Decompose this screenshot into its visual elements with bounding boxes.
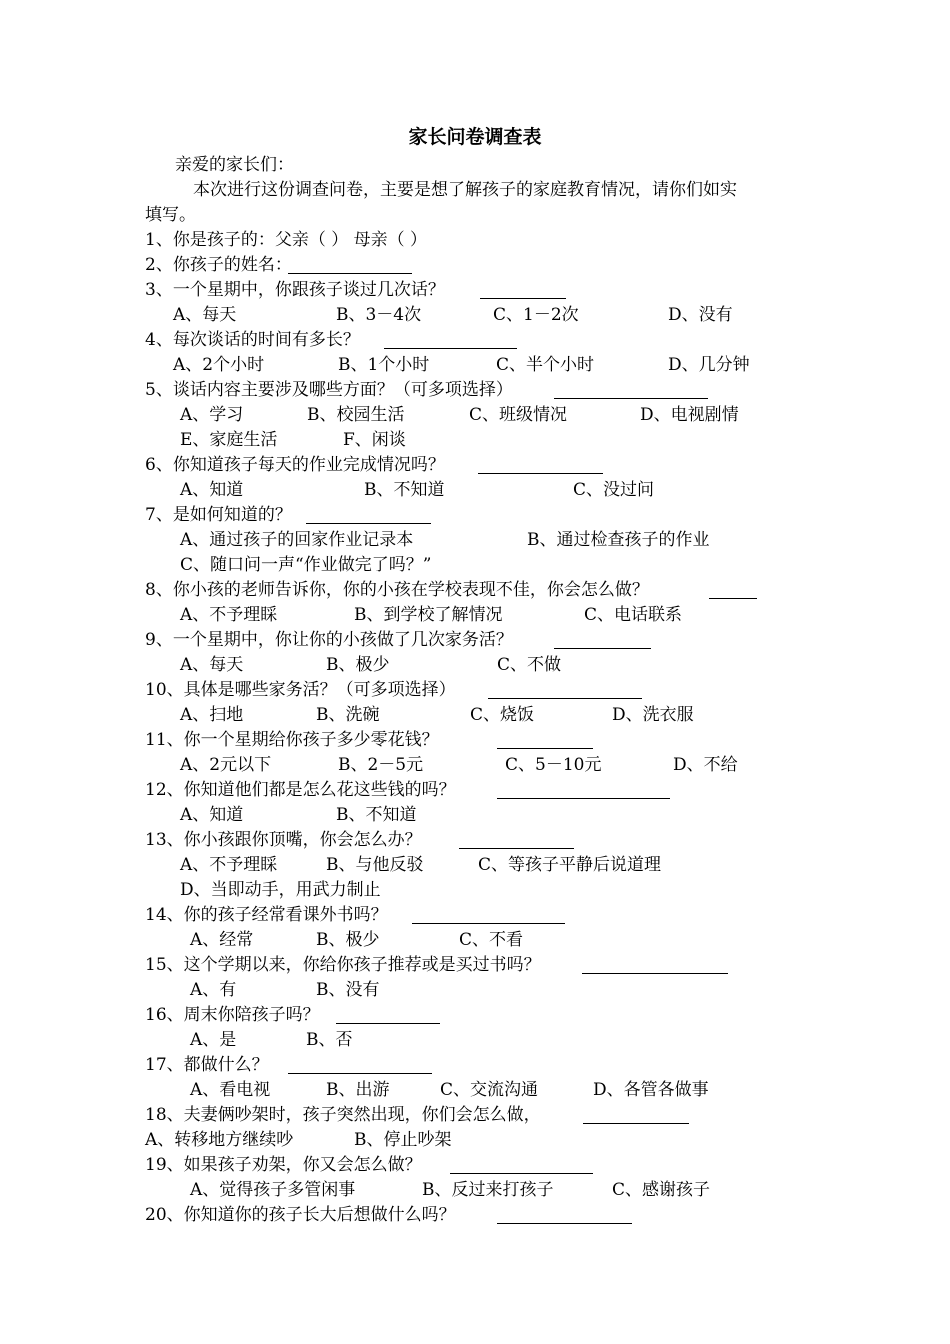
option[interactable]: D、各管各做事 [593,1080,709,1100]
answer-blank[interactable] [412,923,565,924]
option[interactable]: C、1－2次 [493,305,579,325]
option[interactable]: A、觉得孩子多管闲事 [190,1180,356,1200]
option[interactable]: D、当即动手，用武力制止 [180,880,381,900]
option[interactable]: D、没有 [668,305,733,325]
option[interactable]: B、到学校了解情况 [354,605,503,625]
option[interactable]: A、通过孩子的回家作业记录本 [180,530,414,550]
intro-text-1: 本次进行这份调查问卷，主要是想了解孩子的家庭教育情况，请你们如实 [193,180,737,200]
option[interactable]: B、洗碗 [316,705,380,725]
question-text: 14、你的孩子经常看课外书吗？ [145,905,388,925]
option[interactable]: A、知道 [180,480,244,500]
option[interactable]: B、否 [306,1030,353,1050]
option[interactable]: B、通过检查孩子的作业 [527,530,710,550]
answer-blank[interactable] [582,973,728,974]
option[interactable]: B、极少 [316,930,380,950]
option[interactable]: A、每天 [180,655,244,675]
intro-text-2: 填写。 [145,205,196,225]
answer-blank[interactable] [709,598,757,599]
option[interactable]: C、不做 [497,655,562,675]
answer-blank[interactable] [336,1023,440,1024]
option[interactable]: B、反过来打孩子 [422,1180,554,1200]
answer-blank[interactable] [306,523,431,524]
option[interactable]: A、学习 [180,405,244,425]
option[interactable]: E、家庭生活 [180,430,278,450]
question-text: 6、你知道孩子每天的作业完成情况吗？ [145,455,445,475]
question-text: 17、都做什么？ [145,1055,269,1075]
answer-blank[interactable] [288,273,412,274]
answer-blank[interactable] [554,398,708,399]
answer-blank[interactable] [450,1173,593,1174]
option[interactable]: C、电话联系 [584,605,683,625]
option[interactable]: B、没有 [316,980,380,1000]
answer-blank[interactable] [583,1123,689,1124]
answer-blank[interactable] [497,748,593,749]
option[interactable]: C、班级情况 [469,405,568,425]
question-text: 11、你一个星期给你孩子多少零花钱？ [145,730,439,750]
answer-blank[interactable] [554,648,651,649]
option[interactable]: B、2－5元 [338,755,424,775]
question-text: 2、你孩子的姓名： [145,255,292,275]
greeting: 亲爱的家长们： [175,155,294,175]
option[interactable]: B、校园生活 [307,405,405,425]
question-text: 12、你知道他们都是怎么花这些钱的吗？ [145,780,456,800]
option[interactable]: B、不知道 [336,805,417,825]
option[interactable]: B、不知道 [364,480,445,500]
question-text: 7、是如何知道的？ [145,505,292,525]
option[interactable]: D、洗衣服 [612,705,694,725]
option[interactable]: A、看电视 [190,1080,271,1100]
option[interactable]: B、出游 [326,1080,390,1100]
option[interactable]: C、不看 [459,930,524,950]
question-text: 16、周末你陪孩子吗？ [145,1005,320,1025]
option[interactable]: B、停止吵架 [354,1130,452,1150]
question-text: 13、你小孩跟你顶嘴，你会怎么办？ [145,830,422,850]
option[interactable]: B、极少 [326,655,390,675]
option[interactable]: A、不予理睬 [180,605,278,625]
question-text: 5、谈话内容主要涉及哪些方面？（可多项选择） [145,380,513,400]
question-text: 20、你知道你的孩子长大后想做什么吗？ [145,1205,456,1225]
option[interactable]: D、电视剧情 [640,405,739,425]
answer-blank[interactable] [497,798,670,799]
answer-blank[interactable] [480,298,566,299]
question-text: 10、具体是哪些家务活？（可多项选择） [145,680,456,700]
question-text: 15、这个学期以来，你给你孩子推荐或是买过书吗？ [145,955,541,975]
option[interactable]: A、有 [190,980,237,1000]
option[interactable]: B、3－4次 [336,305,422,325]
answer-blank[interactable] [497,1223,632,1224]
option[interactable]: C、没过问 [573,480,655,500]
option[interactable]: C、等孩子平静后说道理 [478,855,662,875]
option[interactable]: C、随口问一声“作业做完了吗？” [180,555,432,575]
option[interactable]: A、是 [190,1030,237,1050]
option[interactable]: C、5－10元 [505,755,602,775]
answer-blank[interactable] [478,473,603,474]
option[interactable]: F、闲谈 [343,430,406,450]
option[interactable]: D、几分钟 [668,355,750,375]
answer-blank[interactable] [488,698,642,699]
option[interactable]: A、每天 [173,305,237,325]
option[interactable]: B、1个小时 [338,355,430,375]
option[interactable]: A、知道 [180,805,244,825]
question-text: 18、夫妻俩吵架时，孩子突然出现，你们会怎么做， [145,1105,541,1125]
option[interactable]: A、2元以下 [180,755,272,775]
option[interactable]: A、不予理睬 [180,855,278,875]
option[interactable]: C、烧饭 [470,705,535,725]
answer-blank[interactable] [384,348,517,349]
option[interactable]: A、2个小时 [173,355,265,375]
answer-blank[interactable] [288,1073,432,1074]
option[interactable]: A、转移地方继续吵 [145,1130,294,1150]
option[interactable]: C、交流沟通 [440,1080,539,1100]
option[interactable]: C、感谢孩子 [612,1180,711,1200]
option[interactable]: D、不给 [673,755,738,775]
option[interactable]: A、扫地 [180,705,244,725]
question-text: 3、一个星期中，你跟孩子谈过几次话？ [145,280,445,300]
question-text: 4、每次谈话的时间有多长？ [145,330,360,350]
answer-blank[interactable] [459,848,574,849]
question-text: 9、一个星期中，你让你的小孩做了几次家务活？ [145,630,513,650]
question-text: 19、如果孩子劝架，你又会怎么做？ [145,1155,422,1175]
option[interactable]: C、半个小时 [496,355,595,375]
page-title: 家长问卷调查表 [408,126,542,148]
option[interactable]: A、经常 [190,930,254,950]
option[interactable]: B、与他反驳 [326,855,424,875]
question-text: 8、你小孩的老师告诉你，你的小孩在学校表现不佳，你会怎么做？ [145,580,649,600]
question-text: 1、你是孩子的：父亲（ ） 母亲（ ） [145,230,428,250]
